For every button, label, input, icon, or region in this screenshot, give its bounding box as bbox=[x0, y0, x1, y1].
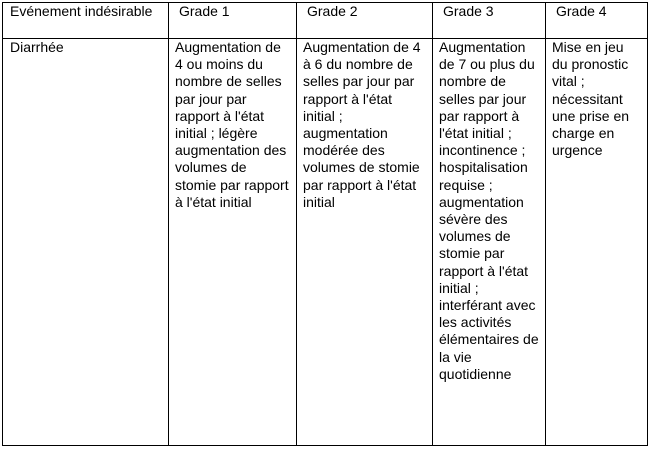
cell-grade-2: Augmentation de 4 à 6 du nombre de selles par jour par rapport à l'état initial ; augmentation modérée des volumes de stomie par rapport à l'état initial bbox=[297, 39, 433, 446]
header-grade-4: Grade 4 bbox=[546, 3, 648, 39]
header-row bbox=[3, 3, 648, 39]
header-grade-1: Grade 1 bbox=[169, 3, 297, 39]
cell-grade-4: Mise en jeu du pronostic vital ; nécessitant une prise en charge en urgence bbox=[546, 39, 648, 446]
cell-grade-1: Augmentation de 4 ou moins du nombre de selles par jour par rapport à l'état initial ; légère augmentation des volumes de stomie par rapport à l'état initial bbox=[169, 39, 297, 446]
header-grade-2: Grade 2 bbox=[297, 3, 433, 39]
cell-grade-3: Augmentation de 7 ou plus du nombre de selles par jour par rapport à l'état initial ; incontinence ; hospitalisation requise ; augmentation sévère des volumes de stomie par rapport à l'état initial ; interférant avec les activités élémentaires de la vie quotidienne bbox=[433, 39, 546, 446]
table-row bbox=[3, 39, 648, 446]
header-adverse-event: Evénement indésirable bbox=[3, 3, 169, 39]
adverse-event-grading-table bbox=[2, 2, 648, 446]
header-grade-3: Grade 3 bbox=[433, 3, 546, 39]
cell-event-name: Diarrhée bbox=[3, 39, 169, 446]
